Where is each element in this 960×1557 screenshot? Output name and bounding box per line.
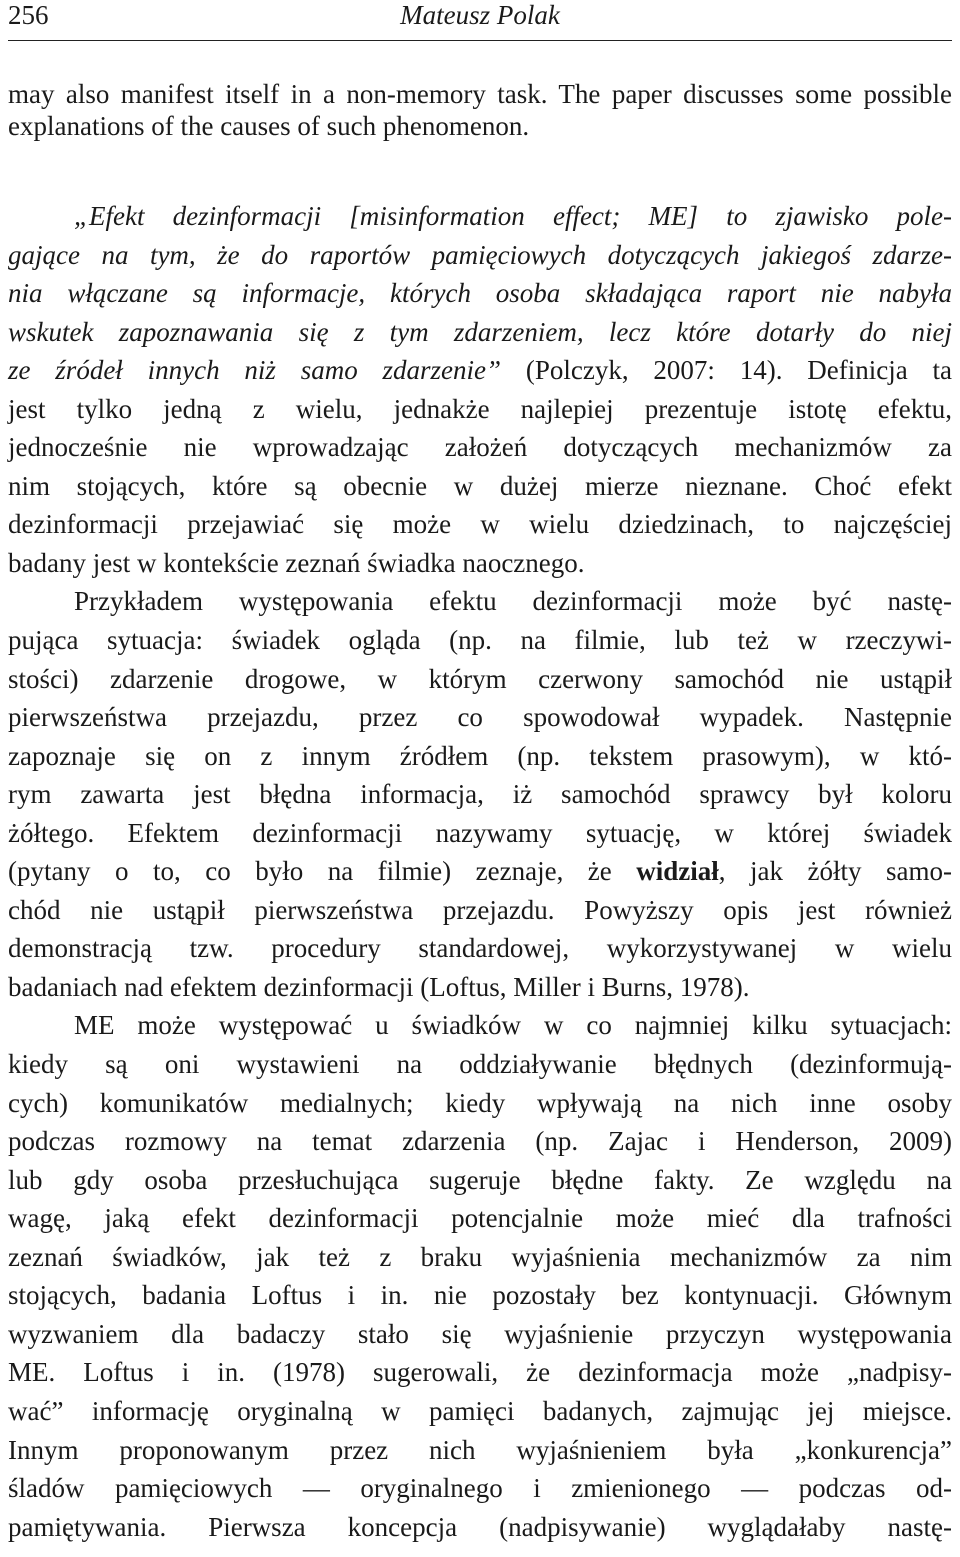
emphasis: widział <box>636 856 719 887</box>
text-line: demonstracją tzw. procedury standardowej, wykorzystywanej w wielu <box>8 933 952 964</box>
text-line: pamiętywania. Pierwsza koncepcja (nadpisywanie) wyglądałaby nastę- <box>8 1511 952 1542</box>
quote-line: nia włączane są informacje, których osoba składająca raport nie nabyła <box>8 278 952 309</box>
running-title: Mateusz Polak <box>400 0 560 30</box>
text-line: nim stojących, które są obecnie w dużej mierze nieznane. Choć efekt <box>8 470 952 501</box>
text-segment: , jak żółty samo- <box>718 856 952 887</box>
text-segment: (pytany o to, co było na filmie) zeznaje, że <box>8 856 637 887</box>
quote-line: wskutek zapoznawania się z tym zdarzeniem, lecz które dotarły do niej <box>8 316 952 347</box>
text-line <box>8 351 952 390</box>
text-line: rym zawarta jest błędna informacja, iż samochód sprawcy był koloru <box>8 779 952 810</box>
abstract-tail <box>8 78 952 142</box>
text-line: ME może występować u świadków w co najmniej kilku sytuacjach: <box>74 1010 952 1041</box>
quote-line: gające na tym, że do raportów pamięciowych dotyczących jakiegoś zdarze- <box>8 239 952 270</box>
citation: (Polczyk, 2007: 14). Definicja ta <box>501 355 953 386</box>
text-line: stojących, badania Loftus i in. nie pozostały bez kontynuacji. Głównym <box>8 1280 952 1311</box>
text-line: chód nie ustąpił pierwszeństwa przejazdu. Powyższy opis jest również <box>8 894 952 925</box>
paragraph-situations <box>8 1006 952 1546</box>
paragraph-definition <box>8 197 952 582</box>
text-line: podczas rozmowy na temat zdarzenia (np. Zajac i Henderson, 2009) <box>8 1126 952 1157</box>
text-line: zeznań świadków, jak też z braku wyjaśnienia mechanizmów za nim <box>8 1241 952 1272</box>
text-line: śladów pamięciowych — oryginalnego i zmienionego — podczas od- <box>8 1473 952 1504</box>
text-line: ME. Loftus i in. (1978) sugerowali, że dezinformacja może „nadpisy- <box>8 1357 952 1388</box>
text-line: jest tylko jedną z wielu, jednakże najlepiej prezentuje istotę efektu, <box>8 393 952 424</box>
text-line: dezinformacji przejawiać się może w wielu dziedzinach, to najczęściej <box>8 509 952 540</box>
text-line: wyzwaniem dla badaczy stało się wyjaśnienie przyczyn występowania <box>8 1318 952 1349</box>
text-line: wagę, jaką efekt dezinformacji potencjalnie może mieć dla trafności <box>8 1203 952 1234</box>
paragraph-example <box>8 582 952 1006</box>
text-line: żółtego. Efektem dezinformacji nazywamy sytuację, w której świadek <box>8 817 952 848</box>
section-gap <box>8 142 952 197</box>
text-line: Przykładem występowania efektu dezinformacji może być nastę- <box>74 586 952 617</box>
quote-end: ze źródeł innych niż samo zdarzenie” <box>8 355 502 386</box>
page-number: 256 <box>8 0 49 30</box>
page-header <box>8 0 952 41</box>
text-line: cych) komunikatów medialnych; kiedy wpływają na nich inne osoby <box>8 1087 952 1118</box>
text-line: kiedy są oni wystawieni na oddziaływanie błędnych (dezinformują- <box>8 1049 952 1080</box>
text-line <box>8 852 952 891</box>
text-line: wać” informację oryginalną w pamięci badanych, zajmując jej miejsce. <box>8 1395 952 1426</box>
text-line: zapoznaje się on z innym źródłem (np. tekstem prasowym), w któ- <box>8 740 952 771</box>
text-line: may also manifest itself in a non-memory task. The paper discusses some possible <box>8 79 952 109</box>
quote-line: „Efekt dezinformacji [misinformation effect; ME] to zjawisko pole- <box>74 201 952 231</box>
text-line: Innym proponowanym przez nich wyjaśnieniem była „konkurencja” <box>8 1434 952 1465</box>
page-content <box>8 78 952 1546</box>
text-line: badany jest w kontekście zeznań świadka naocznego. <box>8 547 585 578</box>
text-line: jednocześnie nie wprowadzając założeń dotyczących mechanizmów za <box>8 432 952 463</box>
text-line: pierwszeństwa przejazdu, przez co spowodował wypadek. Następnie <box>8 702 952 733</box>
text-line: pująca sytuacja: świadek ogląda (np. na filmie, lub też w rzeczywi- <box>8 625 952 656</box>
text-line: lub gdy osoba przesłuchująca sugeruje błędne fakty. Ze względu na <box>8 1164 952 1195</box>
text-line: badaniach nad efektem dezinformacji (Loftus, Miller i Burns, 1978). <box>8 971 750 1002</box>
text-line: explanations of the causes of such phenomenon. <box>8 111 530 141</box>
text-line: stości) zdarzenie drogowe, w którym czerwony samochód nie ustąpił <box>8 663 952 694</box>
